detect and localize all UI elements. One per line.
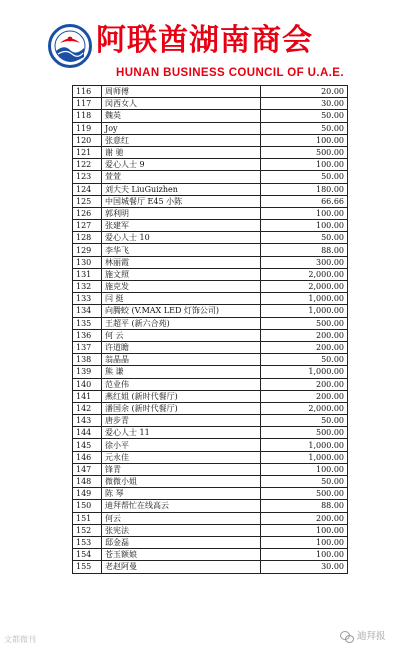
row-number: 121	[73, 146, 102, 158]
table-row	[73, 451, 348, 463]
table-row	[73, 378, 348, 390]
row-number: 141	[73, 390, 102, 402]
table-row	[73, 366, 348, 378]
row-number: 136	[73, 329, 102, 341]
donation-table	[72, 85, 348, 574]
row-number: 134	[73, 305, 102, 317]
donation-amount: 1,000.00	[261, 451, 348, 463]
donation-amount: 66.66	[261, 195, 348, 207]
donor-name: 爱心人士 9	[102, 159, 261, 171]
row-number: 126	[73, 207, 102, 219]
donor-name: 王超平 (新六合苑)	[102, 317, 261, 329]
table-row	[73, 415, 348, 427]
donation-amount: 180.00	[261, 183, 348, 195]
donor-name: 谢 驰	[102, 146, 261, 158]
watermark-right	[340, 628, 386, 643]
table-row	[73, 256, 348, 268]
row-number: 116	[73, 86, 102, 98]
donation-amount: 500.00	[261, 427, 348, 439]
table-row	[73, 183, 348, 195]
donation-amount: 88.00	[261, 500, 348, 512]
table-row	[73, 549, 348, 561]
donation-amount: 100.00	[261, 207, 348, 219]
donation-amount: 50.00	[261, 476, 348, 488]
row-number: 132	[73, 281, 102, 293]
donation-amount: 100.00	[261, 524, 348, 536]
donor-name: 何云	[102, 512, 261, 524]
table-row	[73, 207, 348, 219]
table-row	[73, 500, 348, 512]
donor-name: 范业伟	[102, 378, 261, 390]
row-number: 148	[73, 476, 102, 488]
table-row	[73, 402, 348, 414]
council-title-english: HUNAN BUSINESS COUNCIL OF U.A.E.	[116, 67, 344, 79]
donor-name: 中国城餐厅 E45 小陈	[102, 195, 261, 207]
table-row	[73, 171, 348, 183]
donor-name: 闵西女人	[102, 98, 261, 110]
row-number: 155	[73, 561, 102, 573]
donation-amount: 88.00	[261, 244, 348, 256]
row-number: 149	[73, 488, 102, 500]
row-number: 130	[73, 256, 102, 268]
donation-amount: 100.00	[261, 549, 348, 561]
row-number: 123	[73, 171, 102, 183]
table-row	[73, 159, 348, 171]
row-number: 127	[73, 220, 102, 232]
donation-amount: 1,000.00	[261, 305, 348, 317]
table-row	[73, 512, 348, 524]
donor-name: 元永佳	[102, 451, 261, 463]
donation-amount: 100.00	[261, 134, 348, 146]
table-row	[73, 146, 348, 158]
donor-name: 张宪法	[102, 524, 261, 536]
donation-amount: 500.00	[261, 146, 348, 158]
row-number: 138	[73, 354, 102, 366]
row-number: 154	[73, 549, 102, 561]
row-number: 133	[73, 293, 102, 305]
table-row	[73, 317, 348, 329]
row-number: 151	[73, 512, 102, 524]
row-number: 152	[73, 524, 102, 536]
table-row	[73, 195, 348, 207]
donation-amount: 200.00	[261, 512, 348, 524]
table-row	[73, 341, 348, 353]
donation-amount: 2,000.00	[261, 402, 348, 414]
donation-amount: 100.00	[261, 220, 348, 232]
donation-amount: 1,000.00	[261, 366, 348, 378]
donation-amount: 20.00	[261, 86, 348, 98]
table-row	[73, 536, 348, 548]
row-number: 122	[73, 159, 102, 171]
donor-name: Joy	[102, 122, 261, 134]
table-row	[73, 134, 348, 146]
donor-name: 郭利明	[102, 207, 261, 219]
donation-amount: 100.00	[261, 536, 348, 548]
row-number: 135	[73, 317, 102, 329]
donation-amount: 1,000.00	[261, 293, 348, 305]
donor-name: 翁晶晶	[102, 354, 261, 366]
table-row	[73, 427, 348, 439]
table-row	[73, 268, 348, 280]
council-title-chinese: 阿联酋湖南商会	[96, 23, 313, 58]
donation-amount: 100.00	[261, 159, 348, 171]
row-number: 137	[73, 341, 102, 353]
table-row	[73, 329, 348, 341]
row-number: 142	[73, 402, 102, 414]
row-number: 120	[73, 134, 102, 146]
table-row	[73, 110, 348, 122]
donation-amount: 300.00	[261, 256, 348, 268]
table-row	[73, 524, 348, 536]
donor-name: 陈 琴	[102, 488, 261, 500]
table-row	[73, 220, 348, 232]
donor-name: 徐小平	[102, 439, 261, 451]
donor-name: 李华飞	[102, 244, 261, 256]
donor-name: 老赵阿曼	[102, 561, 261, 573]
row-number: 140	[73, 378, 102, 390]
row-number: 124	[73, 183, 102, 195]
donor-name: 闫 挺	[102, 293, 261, 305]
donor-name: 迪拜帮忙在线高云	[102, 500, 261, 512]
donor-name: 邸金磊	[102, 536, 261, 548]
donation-table-body	[73, 86, 348, 574]
table-row	[73, 561, 348, 573]
document-header	[0, 0, 419, 84]
donation-amount: 2,000.00	[261, 268, 348, 280]
table-row	[73, 390, 348, 402]
row-number: 139	[73, 366, 102, 378]
donor-name: 许道瞻	[102, 341, 261, 353]
donor-name: 唐步青	[102, 415, 261, 427]
donation-amount: 100.00	[261, 463, 348, 475]
donation-amount: 200.00	[261, 341, 348, 353]
donation-amount: 50.00	[261, 122, 348, 134]
row-number: 131	[73, 268, 102, 280]
donor-name: 张建军	[102, 220, 261, 232]
row-number: 143	[73, 415, 102, 427]
row-number: 119	[73, 122, 102, 134]
donor-name: 锋青	[102, 463, 261, 475]
table-row	[73, 86, 348, 98]
table-row	[73, 463, 348, 475]
row-number: 145	[73, 439, 102, 451]
donor-name: 周师傅	[102, 86, 261, 98]
donation-amount: 200.00	[261, 329, 348, 341]
table-row	[73, 244, 348, 256]
row-number: 147	[73, 463, 102, 475]
donation-amount: 30.00	[261, 98, 348, 110]
row-number: 146	[73, 451, 102, 463]
row-number: 118	[73, 110, 102, 122]
row-number: 128	[73, 232, 102, 244]
donor-name: 熊 谦	[102, 366, 261, 378]
donation-amount: 200.00	[261, 378, 348, 390]
donor-name: 施文照	[102, 268, 261, 280]
table-row	[73, 439, 348, 451]
table-row	[73, 232, 348, 244]
table-row	[73, 354, 348, 366]
donor-name: 施克发	[102, 281, 261, 293]
donor-name: 爱心人士 11	[102, 427, 261, 439]
donation-amount: 50.00	[261, 354, 348, 366]
donor-name: 林丽霞	[102, 256, 261, 268]
row-number: 125	[73, 195, 102, 207]
table-row	[73, 488, 348, 500]
donation-amount: 50.00	[261, 110, 348, 122]
table-row	[73, 281, 348, 293]
row-number: 117	[73, 98, 102, 110]
donation-amount: 50.00	[261, 232, 348, 244]
watermark-left: 文都微刊	[4, 635, 36, 644]
donation-amount: 30.00	[261, 561, 348, 573]
table-row	[73, 293, 348, 305]
donor-name: 张意红	[102, 134, 261, 146]
donor-name: 萱萱	[102, 171, 261, 183]
table-row	[73, 305, 348, 317]
donor-name: 何 云	[102, 329, 261, 341]
table-row	[73, 98, 348, 110]
row-number: 153	[73, 536, 102, 548]
council-logo-icon	[48, 24, 92, 68]
row-number: 144	[73, 427, 102, 439]
donation-amount: 1,000.00	[261, 439, 348, 451]
donor-name: 微微小姐	[102, 476, 261, 488]
donation-amount: 2,000.00	[261, 281, 348, 293]
donation-amount: 50.00	[261, 171, 348, 183]
donation-amount: 200.00	[261, 390, 348, 402]
donor-name: 苍玉额娘	[102, 549, 261, 561]
donor-name: 潘国余 (新时代餐厅)	[102, 402, 261, 414]
wechat-icon	[340, 631, 354, 643]
row-number: 129	[73, 244, 102, 256]
donor-name: 爱心人士 10	[102, 232, 261, 244]
donation-amount: 500.00	[261, 488, 348, 500]
donor-name: 向腾蛟 (V.MAX LED 灯饰公司)	[102, 305, 261, 317]
donor-name: 燕红姐 (新时代餐厅)	[102, 390, 261, 402]
row-number: 150	[73, 500, 102, 512]
donor-name: 魏英	[102, 110, 261, 122]
table-row	[73, 122, 348, 134]
donor-name: 刘大夫 LiuGuizhen	[102, 183, 261, 195]
donation-amount: 500.00	[261, 317, 348, 329]
watermark-right-label: 迪拜报	[357, 631, 386, 642]
table-row	[73, 476, 348, 488]
donation-amount: 50.00	[261, 415, 348, 427]
